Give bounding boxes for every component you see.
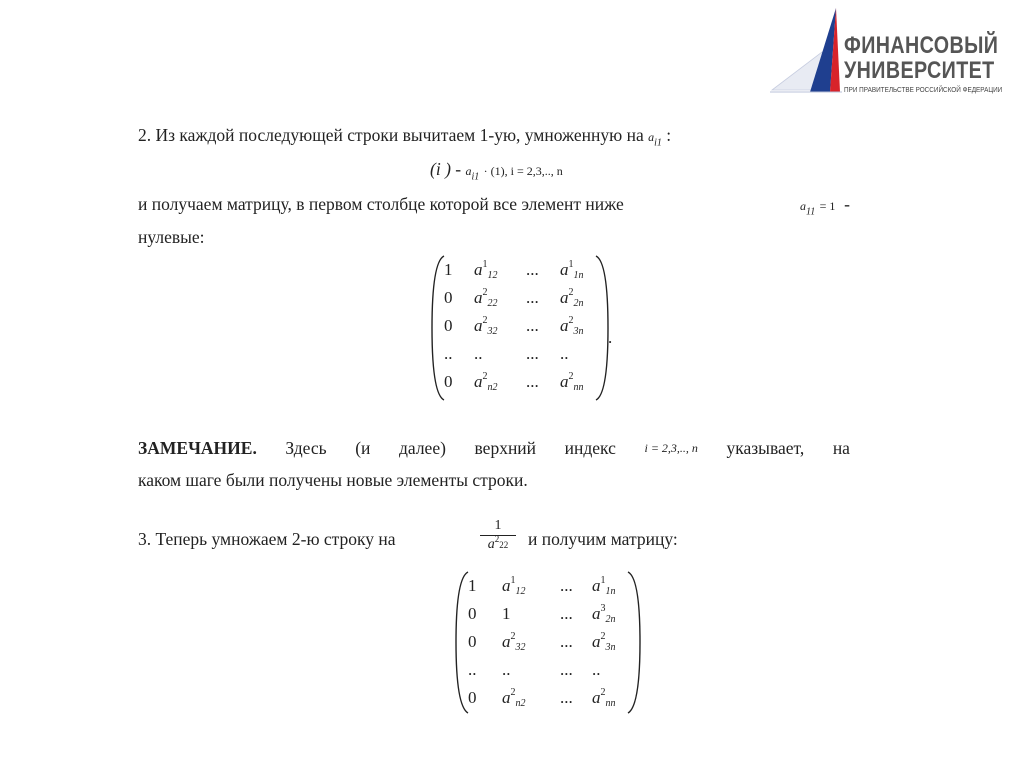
matrix-2-cell: ... bbox=[560, 576, 573, 595]
remark-word-3: далее) bbox=[399, 438, 446, 458]
matrix-1-cell: $a^112$ bbox=[474, 259, 498, 281]
remark-index-formula: i = 2,3,.., n bbox=[644, 441, 698, 455]
matrix-2-cell: .. bbox=[468, 660, 477, 679]
matrix-1-cell: ... bbox=[526, 372, 539, 391]
matrix-2 bbox=[452, 568, 652, 718]
remark-word-7: на bbox=[832, 438, 850, 458]
matrix-2-cell: $a^23n$ bbox=[592, 631, 616, 653]
remark-line-2: каком шаге были получены новые элементы строки. bbox=[138, 470, 528, 490]
matrix-1-cell: ... bbox=[526, 316, 539, 335]
fraction-den-sup: 2 bbox=[494, 534, 500, 544]
remark-label: ЗАМЕЧАНИЕ. bbox=[138, 438, 257, 458]
step2-text: 2. Из каждой последующей строки вычитаем 1-ую, умноженную на bbox=[138, 125, 644, 145]
matrix-1-cell: ... bbox=[526, 288, 539, 307]
step2-result-text2: нулевые: bbox=[138, 227, 205, 247]
matrix-2-cell: $a^112$ bbox=[502, 575, 526, 597]
matrix-1-cell: $a^232$ bbox=[474, 315, 498, 337]
matrix-1-cell: .. bbox=[474, 344, 483, 363]
matrix-2-cell: ... bbox=[560, 604, 573, 623]
remark-word-1: Здесь bbox=[285, 438, 327, 458]
matrix-2-brackets bbox=[452, 568, 652, 718]
matrix-2-cell: ... bbox=[560, 632, 573, 651]
step3-text: 3. Теперь умножаем 2-ю строку на bbox=[138, 529, 396, 549]
matrix-2-cell: $a^2nn$ bbox=[592, 687, 616, 709]
university-logo bbox=[770, 6, 1015, 98]
formula-minus: - bbox=[455, 159, 462, 179]
matrix-2-cell: ... bbox=[560, 660, 573, 679]
matrix-1-cell: $a^222$ bbox=[474, 287, 498, 309]
a11-sub: 11 bbox=[806, 206, 816, 218]
remark-line-1 bbox=[138, 437, 850, 459]
matrix-1-cell: 1 bbox=[444, 260, 453, 279]
matrix-2-cell: 0 bbox=[468, 688, 477, 707]
matrix-1 bbox=[428, 252, 628, 404]
step2-var-sub: i1 bbox=[654, 137, 662, 149]
matrix-2-cell: 0 bbox=[468, 604, 477, 623]
formula-coef-sub: i1 bbox=[471, 171, 480, 183]
step3-text2: и получим матрицу: bbox=[528, 529, 678, 549]
matrix-2-cell: 1 bbox=[502, 604, 511, 623]
step2-formula bbox=[430, 158, 563, 189]
a11-dash: - bbox=[844, 194, 850, 214]
logo-line-1: ФИНАНСОВЫЙ bbox=[844, 32, 999, 59]
remark-word-4: верхний bbox=[474, 438, 537, 458]
formula-rest: · (1), i = 2,3,.., n bbox=[483, 164, 563, 178]
matrix-1-cell: $a^11n$ bbox=[560, 259, 584, 281]
remark-word-5: индекс bbox=[564, 438, 616, 458]
matrix-2-cell: $a^32n$ bbox=[592, 603, 616, 625]
step2-colon: : bbox=[666, 125, 672, 145]
logo-subtitle: ПРИ ПРАВИТЕЛЬСТВЕ РОССИЙСКОЙ ФЕДЕРАЦИИ bbox=[844, 85, 1003, 94]
matrix-1-cell: $a^23n$ bbox=[560, 315, 584, 337]
a11-eq: = 1 bbox=[819, 199, 836, 213]
fraction-denominator bbox=[478, 534, 518, 553]
step2-intro bbox=[138, 124, 671, 155]
step2-var: a bbox=[648, 130, 655, 144]
matrix-1-trailing: . bbox=[608, 328, 613, 347]
matrix-1-cell: ... bbox=[526, 344, 539, 363]
matrix-2-cell: .. bbox=[502, 660, 511, 679]
formula-coef: a bbox=[465, 164, 472, 178]
matrix-1-cell: 0 bbox=[444, 288, 453, 307]
remark-word-6: указывает, bbox=[726, 438, 805, 458]
matrix-1-cell: ... bbox=[526, 260, 539, 279]
matrix-2-cell: ... bbox=[560, 688, 573, 707]
matrix-1-cell: $a^2nn$ bbox=[560, 371, 584, 393]
logo-line-2: УНИВЕРСИТЕТ bbox=[844, 57, 995, 84]
matrix-1-cell: .. bbox=[560, 344, 569, 363]
matrix-2-cell: $a^232$ bbox=[502, 631, 526, 653]
matrix-2-cell: $a^11n$ bbox=[592, 575, 616, 597]
step2-result-line bbox=[138, 193, 850, 224]
formula-row: (i ) bbox=[430, 159, 451, 179]
remark-word-2: (и bbox=[355, 438, 371, 458]
matrix-1-cell: $a^2n2$ bbox=[474, 371, 498, 393]
fraction-den-sub: 22 bbox=[499, 540, 509, 550]
matrix-1-cell: 0 bbox=[444, 316, 453, 335]
step2-result-text: и получаем матрицу, в первом столбце которой все элемент ниже bbox=[138, 194, 624, 214]
matrix-1-cell: .. bbox=[444, 344, 453, 363]
step3-fraction bbox=[478, 518, 518, 553]
matrix-2-cell: 1 bbox=[468, 576, 477, 595]
fraction-numerator: 1 bbox=[494, 518, 502, 533]
matrix-1-cell: $a^22n$ bbox=[560, 287, 584, 309]
matrix-2-cell: 0 bbox=[468, 632, 477, 651]
matrix-2-cell: .. bbox=[592, 660, 601, 679]
a11-var: a bbox=[800, 199, 806, 213]
matrix-1-cell: 0 bbox=[444, 372, 453, 391]
logo-flag-icon bbox=[770, 6, 850, 98]
fraction-den-var: a bbox=[487, 537, 495, 552]
matrix-2-cell: $a^2n2$ bbox=[502, 687, 526, 709]
